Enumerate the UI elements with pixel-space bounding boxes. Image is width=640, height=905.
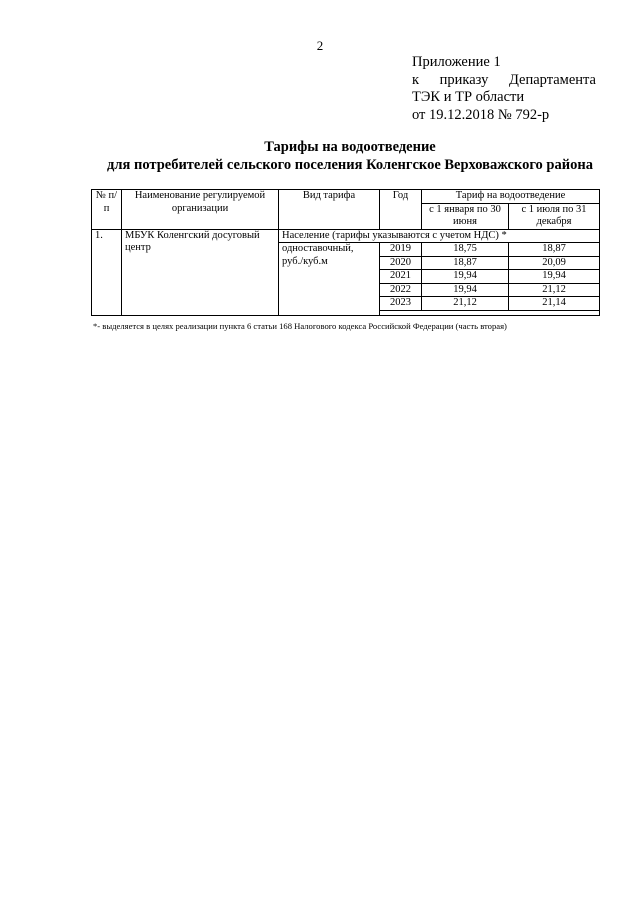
cell-year: 2020 [380,256,422,270]
cell-type: одноставочный, руб./куб.м [279,243,380,316]
table-row-population [92,229,600,243]
header-type: Вид тарифа [279,190,380,230]
cell-h1: 18,75 [422,243,509,257]
cell-h2: 21,14 [509,297,600,311]
appendix-line-4: от 19.12.2018 № 792-р [412,106,550,123]
cell-year: 2023 [380,297,422,311]
tariff-table [91,189,600,316]
cell-h2: 20,09 [509,256,600,270]
appendix-line-2: к приказу Департамента [412,71,596,88]
footnote: *- выделяется в целях реализации пункта 6 статьи 168 Налогового кодекса Российской Федерации (часть вторая) [93,321,507,331]
cell-h1: 19,94 [422,283,509,297]
cell-year: 2019 [380,243,422,257]
appendix-line-3: ТЭК и ТР области [412,89,525,105]
cell-h1: 18,87 [422,256,509,270]
header-tariff: Тариф на водоотведение [422,190,600,204]
header-period-2: с 1 июля по 31 декабря [509,203,600,229]
cell-h1: 21,12 [422,297,509,311]
cell-h2: 19,94 [509,270,600,284]
title-line-1: Тарифы на водоотведение [264,139,436,155]
cell-population: Население (тарифы указываются с учетом НДС) * [279,229,600,243]
cell-h2: 18,87 [509,243,600,257]
cell-h1: 19,94 [422,270,509,284]
table-header-row [92,190,600,204]
cell-year: 2021 [380,270,422,284]
header-year: Год [380,190,422,230]
document-title [60,138,640,174]
cell-org: МБУК Коленгский досуговый центр [122,229,279,315]
cell-num: 1. [92,229,122,315]
header-org: Наименование регулируемой организации [122,190,279,230]
header-num: № п/п [92,190,122,230]
appendix-line-1: Приложение 1 [412,54,501,70]
cell-year: 2022 [380,283,422,297]
page-number: 2 [316,38,324,53]
appendix-block [412,54,596,124]
cell-h2: 21,12 [509,283,600,297]
title-line-2: для потребителей сельского поселения Коленгское Верховажского района [107,157,593,173]
header-period-1: с 1 января по 30 июня [422,203,509,229]
cell-spacer [380,310,600,315]
